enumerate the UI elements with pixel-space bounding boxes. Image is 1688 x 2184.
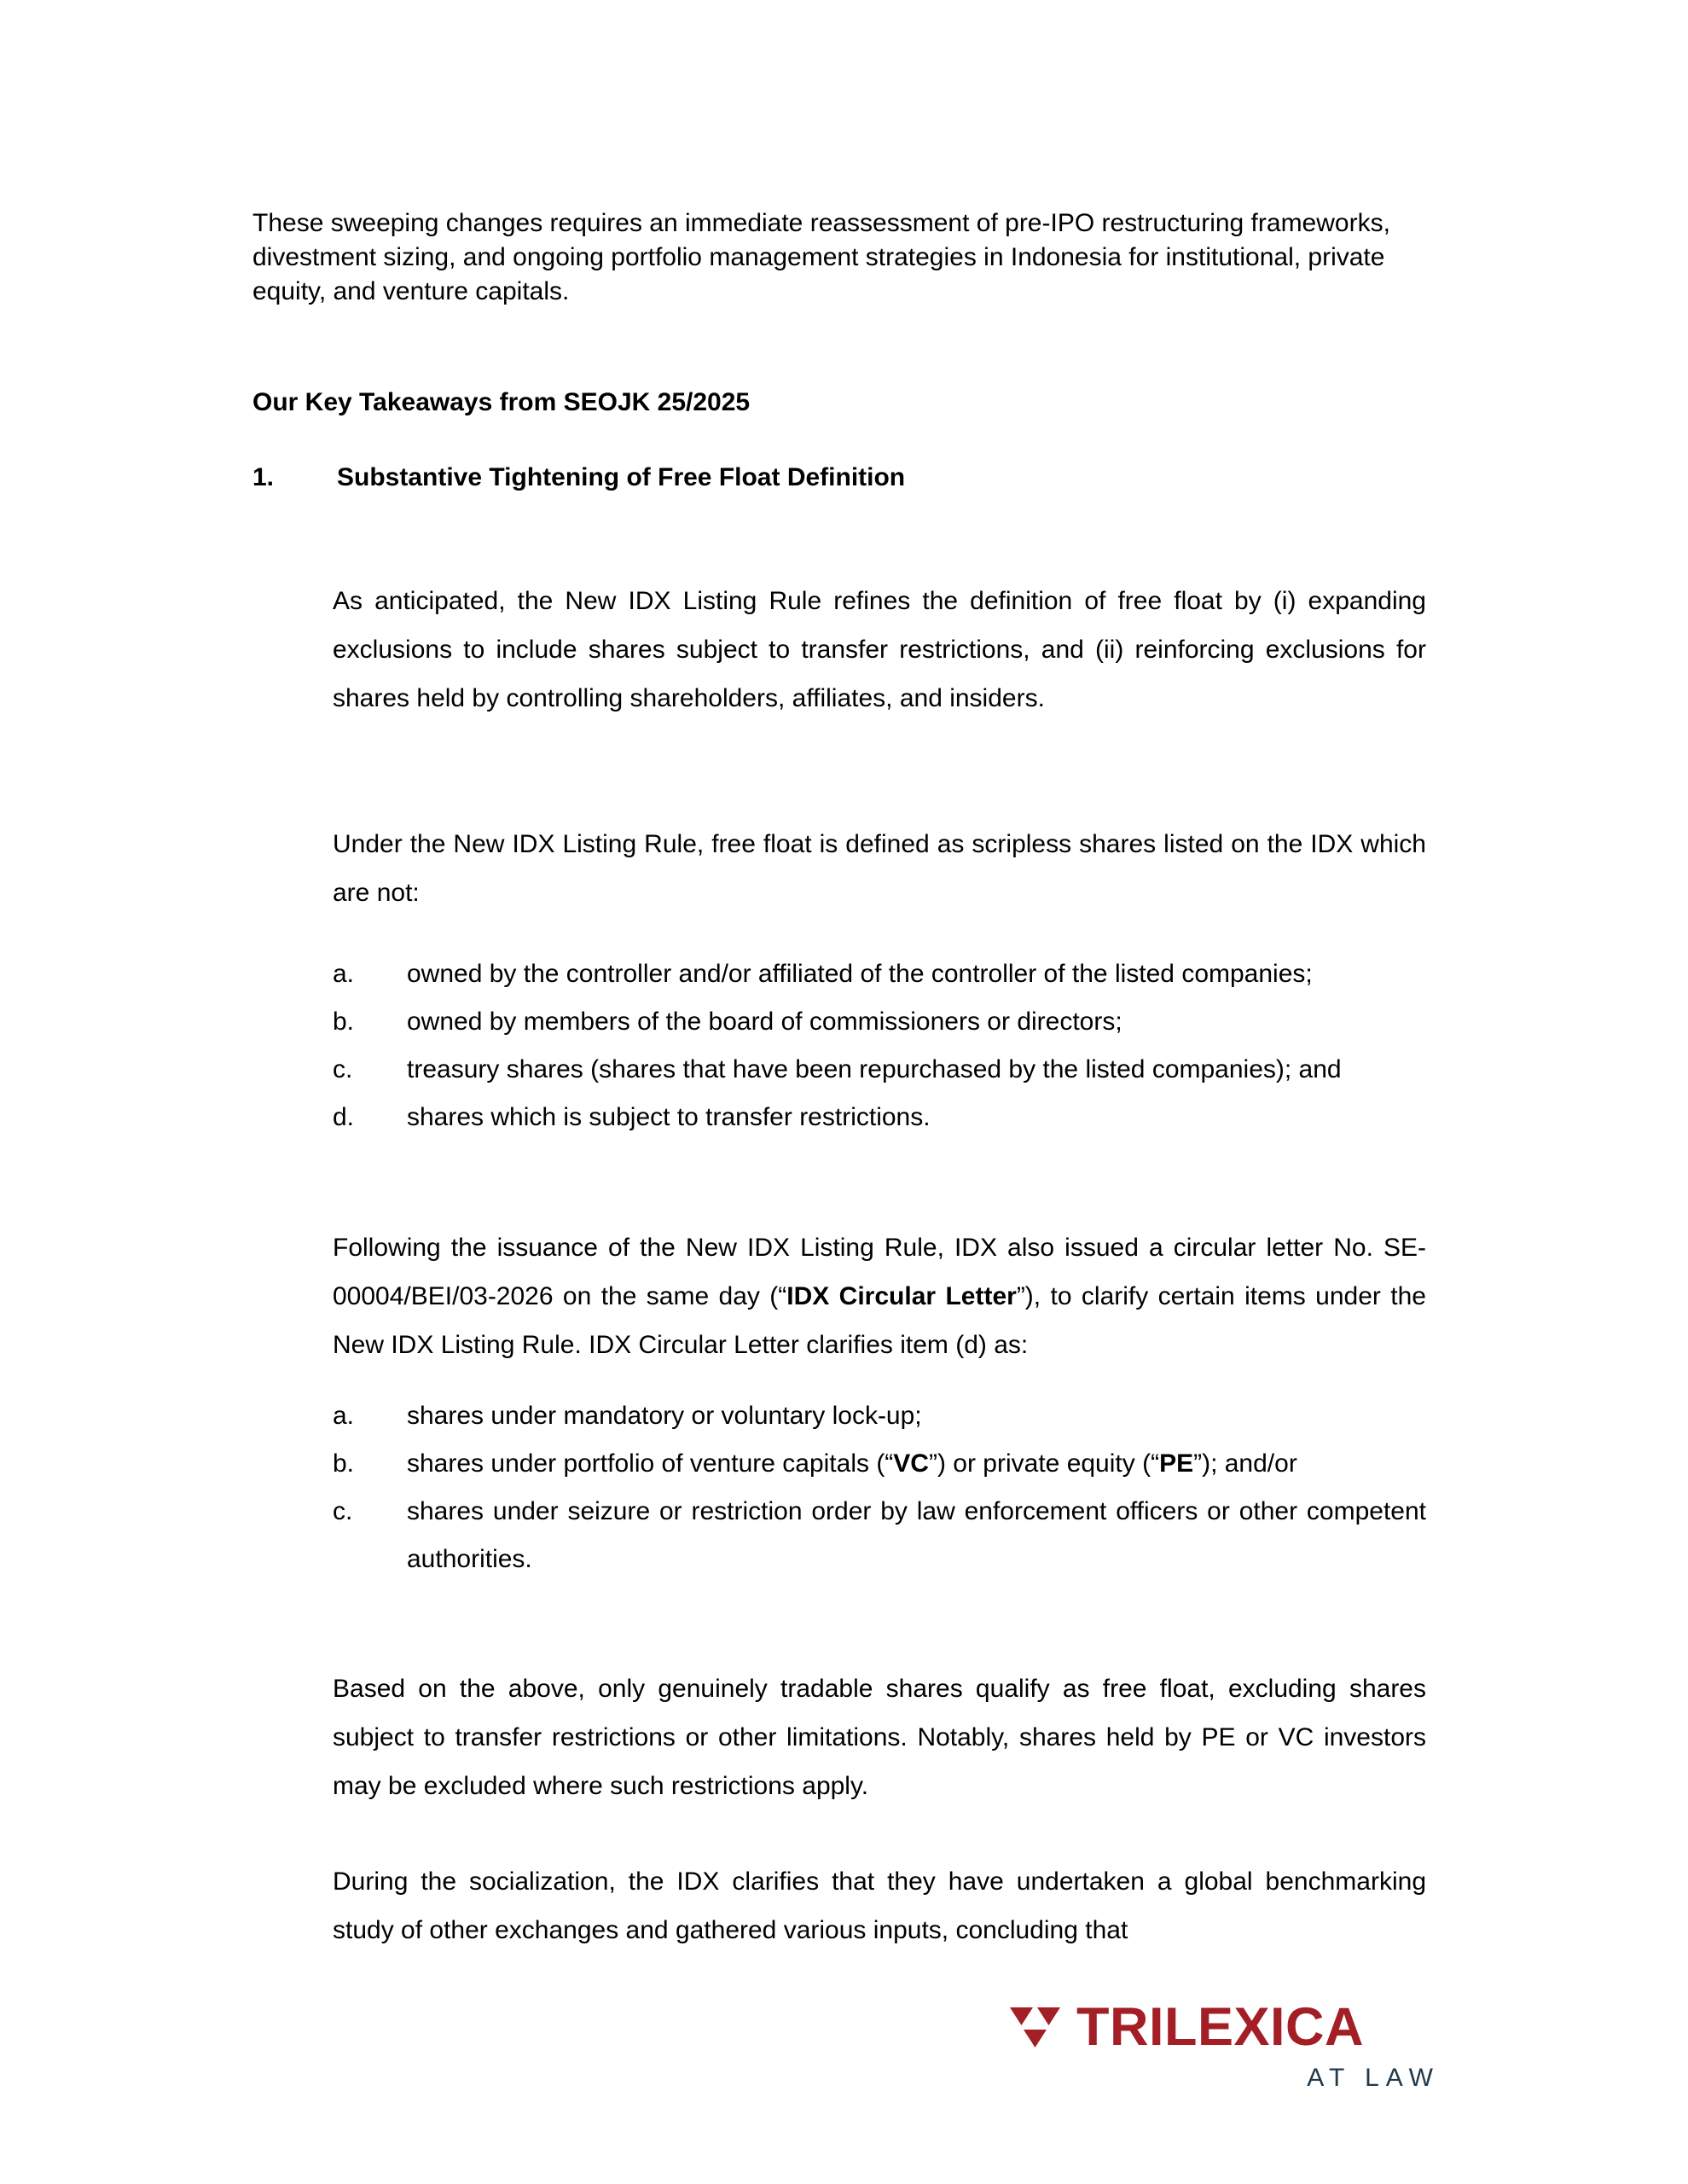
- intro-paragraph: These sweeping changes requires an immediate reassessment of pre-IPO restructuring frameworks, divestment sizing, and ongoing portfolio management strategies in Indonesia for institutional, private equity, and venture capitals.: [252, 209, 1390, 305]
- list-item: [333, 950, 1426, 998]
- paragraph-part: shares under portfolio of venture capitals (“: [407, 1449, 894, 1478]
- clarification-list: [333, 1392, 1426, 1583]
- paragraph-part: ”), to clarify certain items under the New IDX Listing Rule. IDX Circular Letter clarifies item (d) as:: [333, 1282, 1426, 1359]
- paragraph-anticipated: As anticipated, the New IDX Listing Rule refines the definition of free float by (i) expanding exclusions to include shares subject to transfer restrictions, and (ii) reinforcing exclusions for shares held by controlling shareholders, affiliates, and insiders.: [333, 587, 1426, 712]
- section-title: Substantive Tightening of Free Float Definition: [337, 463, 906, 491]
- list-marker: c.: [333, 1055, 353, 1083]
- paragraph-during-socialization: During the socialization, the IDX clarifies that they have undertaken a global benchmarking study of other exchanges and gathered various inputs, concluding that: [333, 1867, 1426, 1944]
- list-item-text: shares which is subject to transfer restrictions.: [407, 1103, 931, 1131]
- trilexica-triangles-icon: [1009, 2007, 1062, 2048]
- list-item: [333, 1488, 1426, 1583]
- paragraph-based-on-above: Based on the above, only genuinely tradable shares qualify as free float, excluding shares subject to transfer restrictions or other limitations. Notably, shares held by PE or VC investors may be excluded where such restrictions apply.: [333, 1675, 1426, 1800]
- paragraph-part: Following the issuance of the New IDX Listing Rule, IDX also issued a circular letter No. SE-00004/BEI/03-2026 on the same day (“: [333, 1234, 1426, 1310]
- list-marker: b.: [333, 1449, 355, 1478]
- section-1-heading: [252, 461, 1431, 495]
- logo-row: [1009, 1997, 1433, 2057]
- logo-wordmark: TRILEXICA: [1076, 1997, 1365, 2057]
- list-item: [333, 998, 1426, 1046]
- list-item: [333, 1440, 1426, 1488]
- free-float-exclusion-list: [333, 950, 1426, 1141]
- list-marker: b.: [333, 1008, 355, 1036]
- defined-term-pe: PE: [1159, 1449, 1194, 1478]
- list-item-text: owned by members of the board of commissioners or directors;: [407, 1008, 1122, 1036]
- section-number: 1.: [252, 463, 275, 491]
- list-item-text: [407, 1440, 1426, 1488]
- logo-tagline: AT LAW: [1307, 2064, 1440, 2092]
- list-item-text: shares under mandatory or voluntary lock-up;: [407, 1402, 922, 1430]
- defined-term-idx-circular-letter: IDX Circular Letter: [786, 1282, 1017, 1310]
- trilexica-logo: [1009, 1997, 1440, 2092]
- list-item-text: owned by the controller and/or affiliated of the controller of the listed companies;: [407, 960, 1313, 988]
- list-marker: c.: [333, 1497, 353, 1525]
- list-marker: a.: [333, 1402, 355, 1430]
- defined-term-vc: VC: [893, 1449, 929, 1478]
- list-item: [333, 1046, 1426, 1094]
- list-item: [333, 1392, 1426, 1440]
- list-marker: a.: [333, 960, 355, 988]
- paragraph-circular-letter: [333, 1223, 1426, 1369]
- list-marker: d.: [333, 1103, 355, 1131]
- list-item-text: shares under seizure or restriction order by law enforcement officers or other competent authorities.: [407, 1497, 1426, 1573]
- list-item: [333, 1094, 1426, 1141]
- paragraph-part: ”); and/or: [1193, 1449, 1297, 1478]
- list-item-text: treasury shares (shares that have been repurchased by the listed companies); and: [407, 1055, 1342, 1083]
- takeaways-heading: Our Key Takeaways from SEOJK 25/2025: [252, 387, 751, 416]
- paragraph-part: ”) or private equity (“: [928, 1449, 1160, 1478]
- paragraph-free-float-definition: Under the New IDX Listing Rule, free float is defined as scripless shares listed on the IDX which are not:: [333, 830, 1426, 907]
